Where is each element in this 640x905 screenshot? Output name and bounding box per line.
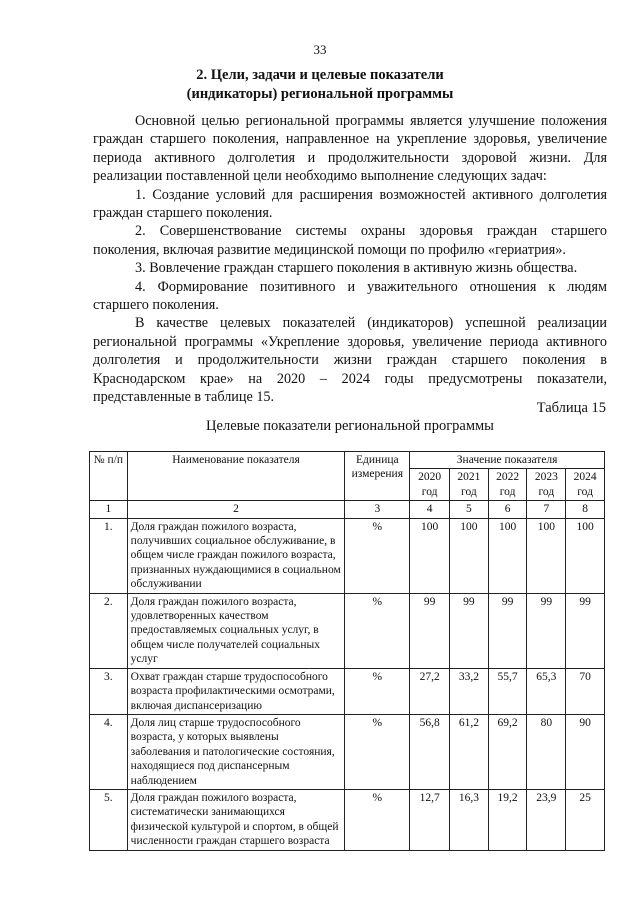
paragraph-intro: Основной целью региональной программы является улучшение положения граждан старшего поколения, направленное на укрепление здоровья, увеличение периода активного долголетия и продолжительности здоровой жизни. Для реализации поставленной цели необходимо выполнение следующих задач:	[93, 113, 607, 185]
row-value: 99	[566, 593, 605, 668]
paragraph-indicators: В качестве целевых показателей (индикаторов) успешной реализации региональной программы «Укрепление здоровья, увеличение периода активного долголетия и продолжительности жизни граждан старшего поколения в Краснодарском крае» на 2020 – 2024 годы предусмотрены показатели, представленные в таблице 15.	[93, 315, 607, 406]
header-year: 2024 год	[566, 469, 605, 501]
row-value: 100	[566, 518, 605, 593]
page-number: 33	[313, 42, 327, 57]
header-name: Наименование показателя	[127, 452, 345, 501]
row-unit: %	[345, 668, 410, 714]
row-value: 23,9	[527, 789, 566, 850]
row-name: Доля граждан пожилого возраста, удовлетворенных качеством предоставляемых социальных услуг, в общем числе получателей социальных услуг	[127, 593, 345, 668]
header-year: 2020 год	[410, 469, 450, 501]
row-unit: %	[345, 593, 410, 668]
table-row	[90, 518, 605, 593]
row-value: 16,3	[450, 789, 489, 850]
header-unit: Единица измерения	[345, 452, 410, 501]
row-value: 100	[410, 518, 450, 593]
table-caption: Целевые показатели региональной программы	[206, 418, 494, 434]
row-unit: %	[345, 789, 410, 850]
paragraph-task-2: 2. Совершенствование системы охраны здоровья граждан старшего поколения, включая развитие медицинской помощи по профилю «гериатрия».	[93, 223, 607, 258]
indicators-table	[89, 451, 605, 851]
paragraph-task-3: 3. Вовлечение граждан старшего поколения в активную жизнь общества.	[135, 260, 578, 277]
table-row	[90, 593, 605, 668]
row-num: 4.	[90, 714, 128, 789]
table-row	[90, 789, 605, 850]
row-value: 70	[566, 668, 605, 714]
paragraph-task-1: 1. Создание условий для расширения возможностей активного долголетия граждан старшего поколения.	[93, 186, 607, 222]
header-year: 2023 год	[527, 469, 566, 501]
column-number: 1	[90, 501, 128, 518]
header-year: 2022 год	[488, 469, 527, 501]
column-number: 3	[345, 501, 410, 518]
row-value: 99	[450, 593, 489, 668]
header-year: 2021 год	[450, 469, 489, 501]
row-value: 61,2	[450, 714, 489, 789]
section-title	[0, 66, 640, 104]
paragraph-task-4: 4. Формирование позитивного и уважительного отношения к людям старшего поколения.	[93, 278, 607, 314]
row-value: 99	[410, 593, 450, 668]
row-name: Доля граждан пожилого возраста, получивших социальное обслуживание, в общем числе граждан пожилого возраста, признанных нуждающимися в социальном обслуживании	[127, 518, 345, 593]
table-row	[90, 668, 605, 714]
row-value: 12,7	[410, 789, 450, 850]
column-number: 7	[527, 501, 566, 518]
row-unit: %	[345, 714, 410, 789]
row-value: 19,2	[488, 789, 527, 850]
row-value: 55,7	[488, 668, 527, 714]
row-value: 65,3	[527, 668, 566, 714]
row-name: Доля лиц старше трудоспособного возраста, у которых выявлены заболевания и патологические состояния, находящиеся под диспансерным наблюдением	[127, 714, 345, 789]
row-value: 100	[527, 518, 566, 593]
row-num: 1.	[90, 518, 128, 593]
table-header-row	[90, 452, 605, 469]
row-value: 33,2	[450, 668, 489, 714]
section-title-line1: 2. Цели, задачи и целевые показатели	[196, 67, 444, 83]
row-value: 100	[450, 518, 489, 593]
column-numbers-row	[90, 501, 605, 518]
row-name: Доля граждан пожилого возраста, систематически занимающихся физической культурой и спортом, в общей численности граждан старшего возраста	[127, 789, 345, 850]
column-number: 4	[410, 501, 450, 518]
column-number: 2	[127, 501, 345, 518]
row-num: 3.	[90, 668, 128, 714]
body-text	[93, 112, 607, 407]
row-name: Охват граждан старше трудоспособного возраста профилактическими осмотрами, включая диспансеризацию	[127, 668, 345, 714]
row-num: 5.	[90, 789, 128, 850]
row-value: 27,2	[410, 668, 450, 714]
table-row	[90, 714, 605, 789]
row-value: 100	[488, 518, 527, 593]
table-label: Таблица 15	[536, 400, 606, 416]
section-title-line2: (индикаторы) региональной программы	[186, 86, 454, 102]
header-values-group: Значение показателя	[410, 452, 605, 469]
row-value: 90	[566, 714, 605, 789]
row-value: 25	[566, 789, 605, 850]
header-num: № п/п	[90, 452, 128, 501]
row-value: 80	[527, 714, 566, 789]
row-value: 99	[488, 593, 527, 668]
column-number: 5	[450, 501, 489, 518]
row-num: 2.	[90, 593, 128, 668]
column-number: 6	[488, 501, 527, 518]
column-number: 8	[566, 501, 605, 518]
row-value: 69,2	[488, 714, 527, 789]
row-value: 56,8	[410, 714, 450, 789]
row-unit: %	[345, 518, 410, 593]
row-value: 99	[527, 593, 566, 668]
